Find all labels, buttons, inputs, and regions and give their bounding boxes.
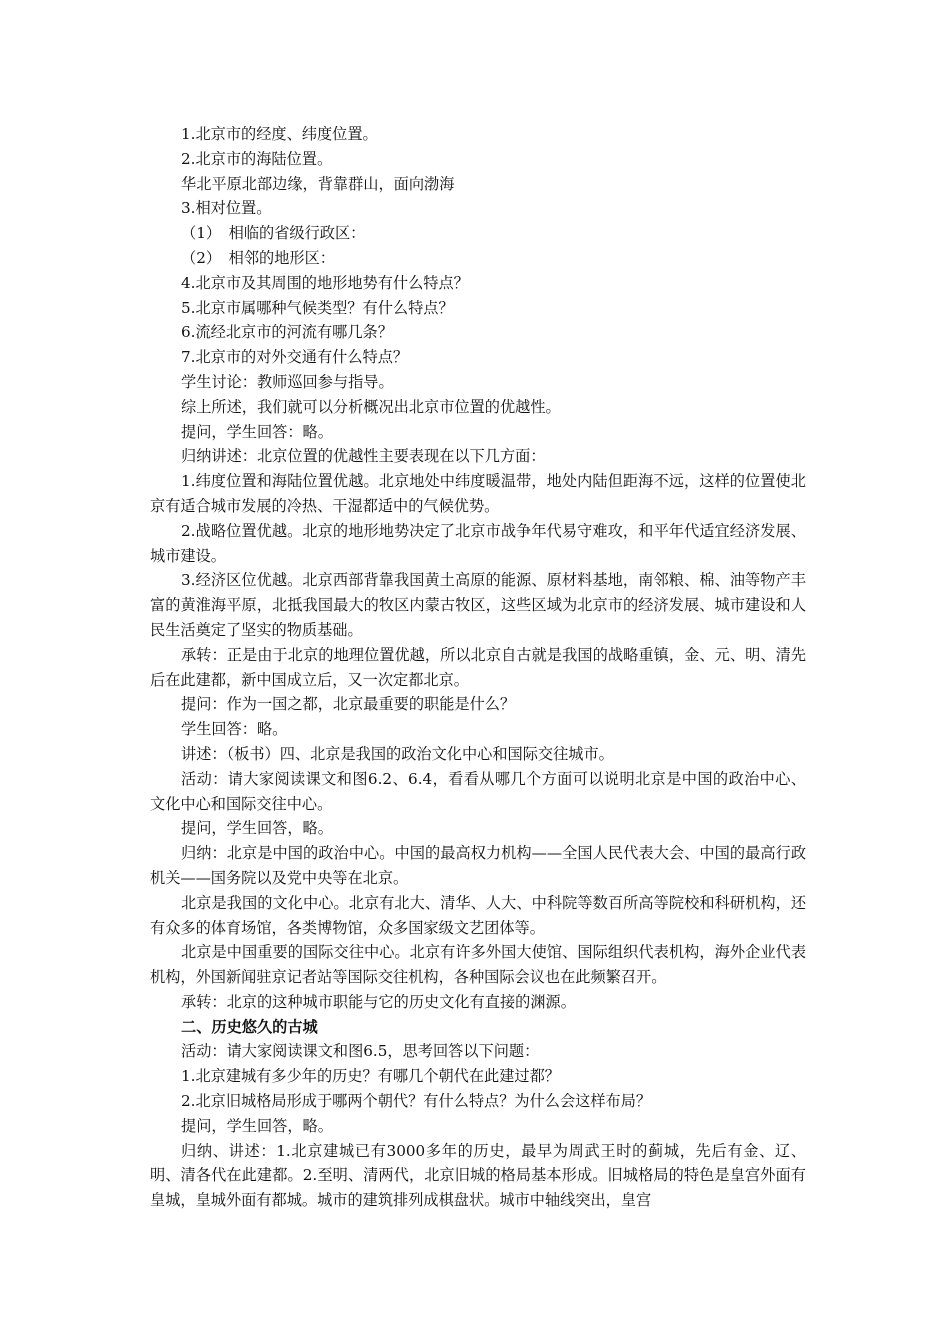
- paragraph: 提问，学生回答：略。: [181, 422, 333, 441]
- paragraph: 活动：请大家阅读课文和图6.5，思考回答以下问题：: [181, 1042, 540, 1061]
- paragraph: 综上所述，我们就可以分析概况出北京市位置的优越性。: [181, 397, 561, 416]
- paragraph: 2.北京市的海陆位置。: [181, 149, 333, 168]
- paragraph: 北京是中国重要的国际交往中心。北京有许多外国大使馆、国际组织代表机构，海外企业代表机构，外国新闻驻京记者站等国际交往机构，各种国际会议也在此频繁召开。: [150, 943, 806, 987]
- paragraph: 承转：正是由于北京的地理位置优越，所以北京自古就是我国的战略重镇，金、元、明、清先后在此建都，新中国成立后，又一次定都北京。: [150, 645, 806, 689]
- paragraph: 归纳讲述：北京位置的优越性主要表现在以下几方面：: [181, 447, 546, 466]
- paragraph: 1.纬度位置和海陆位置优越。北京地处中纬度暖温带，地处内陆但距海不远，这样的位置使北京有适合城市发展的冷热、干湿都适中的气候优势。: [150, 472, 806, 515]
- paragraph: （1） 相临的省级行政区：: [181, 224, 366, 243]
- paragraph: 1.北京市的经度、纬度位置。: [181, 125, 378, 143]
- paragraph: 承转：北京的这种城市职能与它的历史文化有直接的渊源。: [181, 992, 576, 1011]
- section-heading: 二、历史悠久的古城: [181, 1017, 318, 1036]
- paragraph: 归纳、讲述：1.北京建城已有3000多年的历史，最早为周武王时的蓟城，先后有金、辽、明、清各代在此建都。2.至明、清两代，北京旧城的格局基本形成。旧城格局的特色是皇宫外面有皇城，皇城外面有都城。城市的建筑排列成棋盘状。城市中轴线突出，皇宫: [150, 1141, 806, 1210]
- paragraph: 2.战略位置优越。北京的地形地势决定了北京市战争年代易守难攻，和平年代适宜经济发展、城市建设。: [150, 521, 806, 565]
- paragraph: 提问，学生回答，略。: [181, 819, 333, 838]
- paragraph: 3.相对位置。: [181, 199, 272, 218]
- paragraph: 1.北京建城有多少年的历史？有哪几个朝代在此建过都？: [181, 1067, 560, 1086]
- paragraph: 学生讨论：教师巡回参与指导。: [181, 372, 394, 391]
- paragraph: 提问，学生回答，略。: [181, 1116, 333, 1135]
- paragraph: 归纳：北京是中国的政治中心。中国的最高权力机构——全国人民代表大会、中国的最高行政机关——国务院以及党中央等在北京。: [150, 844, 806, 887]
- paragraph: 提问：作为一国之都，北京最重要的职能是什么？: [181, 695, 516, 714]
- paragraph: 北京是我国的文化中心。北京有北大、清华、人大、中科院等数百所高等院校和科研机构，还有众多的体育场馆，各类博物馆，众多国家级文艺团体等。: [150, 893, 806, 937]
- paragraph: 华北平原北部边缘，背靠群山，面向渤海: [181, 174, 455, 193]
- paragraph: 4.北京市及其周围的地形地势有什么特点？: [181, 273, 469, 292]
- paragraph: （2） 相邻的地形区：: [181, 248, 335, 267]
- paragraph: 讲述：（板书）四、北京是我国的政治文化中心和国际交往城市。: [181, 744, 614, 763]
- paragraph: 7.北京市的对外交通有什么特点？: [181, 348, 409, 367]
- paragraph: 活动：请大家阅读课文和图6.2、6.4，看看从哪几个方面可以说明北京是中国的政治中心、文化中心和国际交往中心。: [150, 769, 806, 813]
- paragraph: 6.流经北京市的河流有哪几条？: [181, 323, 393, 342]
- paragraph: 3.经济区位优越。北京西部背靠我国黄土高原的能源、原材料基地，南邻粮、棉、油等物产丰富的黄淮海平原，北抵我国最大的牧区内蒙古牧区，这些区域为北京市的经济发展、城市建设和人民生活奠定了坚实的物质基础。: [150, 571, 806, 639]
- paragraph: 学生回答：略。: [181, 720, 288, 739]
- paragraph: 5.北京市属哪种气候类型？有什么特点？: [181, 298, 454, 317]
- document-body: [150, 122, 806, 1213]
- paragraph: 2.北京旧城格局形成于哪两个朝代？有什么特点？为什么会这样布局？: [181, 1092, 652, 1111]
